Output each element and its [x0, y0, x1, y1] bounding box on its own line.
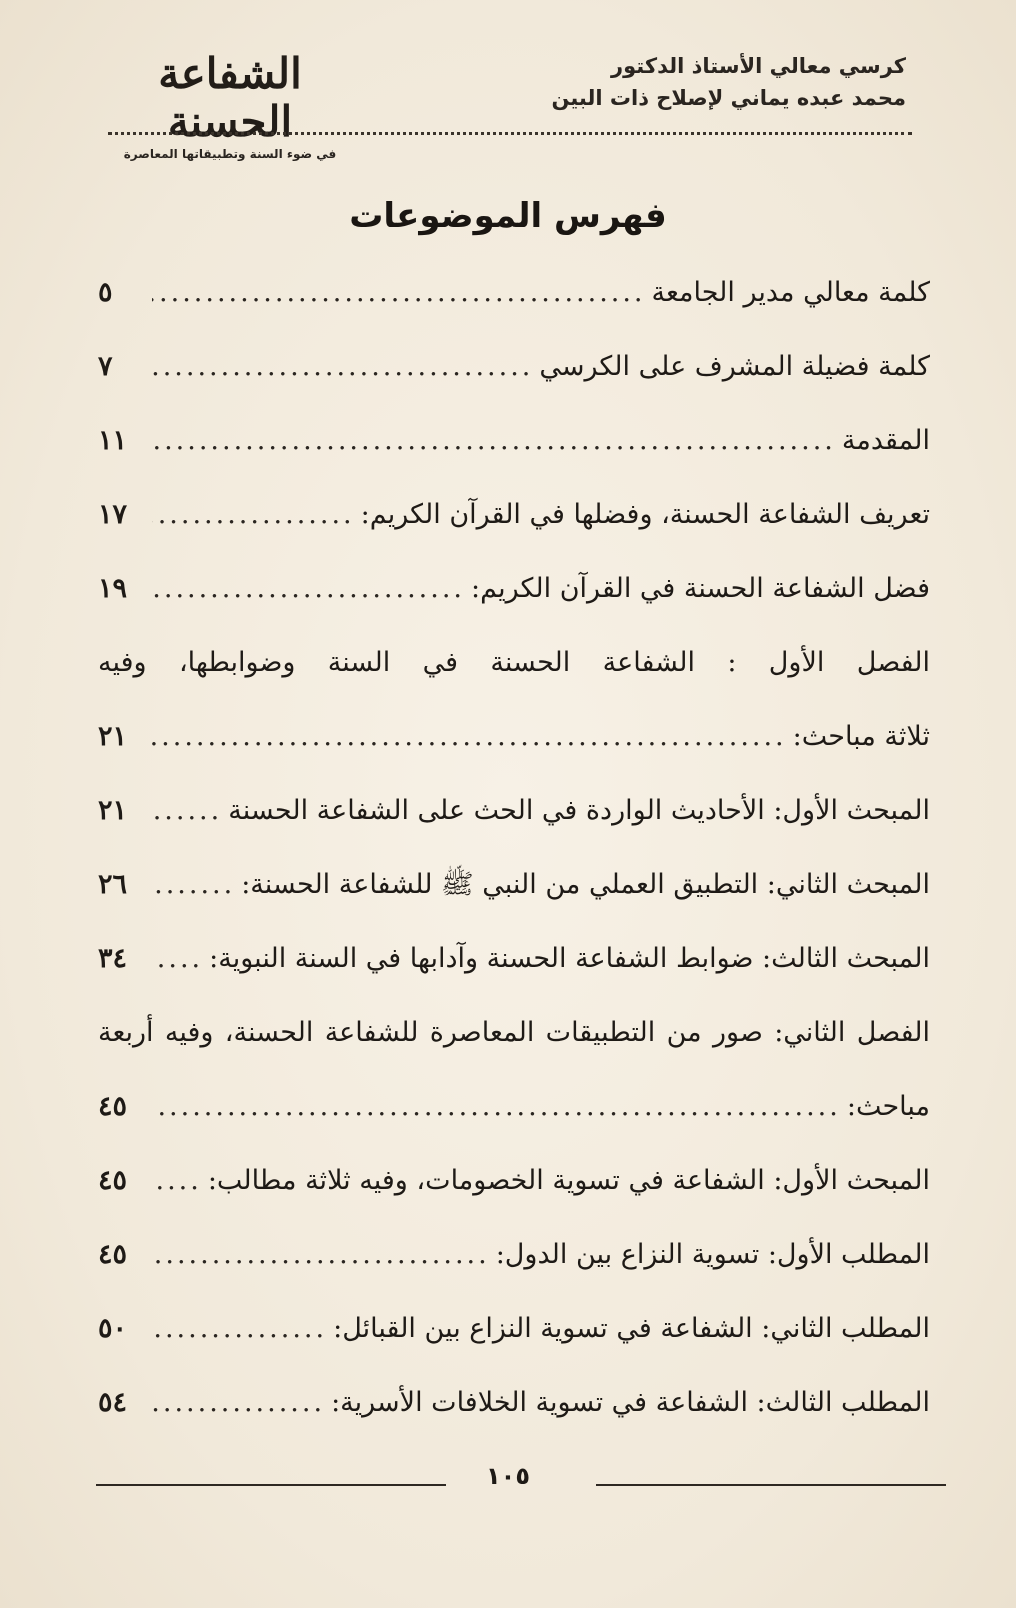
toc-entry-page: ١١ [98, 425, 128, 456]
toc-entry-title: المبحث الأول: الشفاعة في تسوية الخصومات، وفيه ثلاثة مطالب: [207, 1165, 930, 1196]
toc-leader-dots [152, 1144, 202, 1218]
toc-entry [98, 330, 930, 404]
toc-entry [98, 552, 930, 626]
toc-leader-dots [152, 848, 235, 922]
footer-rule-right [596, 1484, 946, 1486]
toc-leader-dots [152, 1292, 327, 1366]
toc-entry-title: كلمة معالي مدير الجامعة [651, 277, 930, 308]
toc-entry-title: المطلب الأول: تسوية النزاع بين الدول: [495, 1239, 930, 1270]
toc-entry-title: المبحث الأول: الأحاديث الواردة في الحث على الشفاعة الحسنة [228, 795, 930, 826]
toc-entry-heading-line: الفصل الثاني: صور من التطبيقات المعاصرة للشفاعة الحسنة، وفيه أربعة [98, 1017, 930, 1048]
page-number: ١٠٥ [486, 1462, 530, 1490]
toc-entry-title: المطلب الثالث: الشفاعة في تسوية الخلافات الأسرية: [331, 1387, 930, 1418]
toc-leader-dots [152, 700, 787, 774]
toc-entry-page: ٥ [98, 277, 113, 308]
book-logo-subtitle: في ضوء السنة وتطبيقاتها المعاصرة [123, 147, 337, 161]
toc-entry-page: ٤٥ [98, 1091, 128, 1122]
toc-leader-dots [152, 922, 203, 996]
toc-entry-page: ١٧ [98, 499, 128, 530]
toc-entry-page: ١٩ [98, 573, 128, 604]
toc-entry-page: ٤٥ [98, 1165, 128, 1196]
chair-name-line2: محمد عبده يماني لإصلاح ذات البين [551, 86, 906, 110]
toc-entry-title: ثلاثة مباحث: [792, 721, 930, 752]
toc-entry-title: المطلب الثاني: الشفاعة في تسوية النزاع بين القبائل: [333, 1313, 930, 1344]
book-logo-title: الشفاعة الحسنة [158, 49, 302, 146]
toc-entry-page: ٢١ [98, 721, 128, 752]
chair-name-line1: كرسي معالي الأستاذ الدكتور [611, 54, 906, 78]
toc-entry-page: ٢٦ [98, 869, 128, 900]
table-of-contents [98, 256, 930, 1440]
toc-entry-title: تعريف الشفاعة الحسنة، وفضلها في القرآن الكريم: [360, 499, 930, 530]
toc-leader-dots [152, 552, 465, 626]
toc-entry [98, 774, 930, 848]
toc-leader-dots [152, 1366, 325, 1440]
toc-entry [98, 478, 930, 552]
toc-entry-heading-line: الفصل الأول : الشفاعة الحسنة في السنة وضوابطها، وفيه [98, 647, 930, 678]
toc-entry-page: ٥٤ [98, 1387, 128, 1418]
page-title: فهرس الموضوعات [349, 196, 667, 236]
toc-leader-dots [152, 478, 355, 552]
toc-entry-title: مباحث: [846, 1091, 930, 1122]
running-header [110, 49, 906, 161]
toc-entry-page: ٧ [98, 351, 113, 382]
book-logo [110, 50, 350, 162]
toc-entry [98, 700, 930, 774]
toc-entry-title: المبحث الثالث: ضوابط الشفاعة الحسنة وآدابها في السنة النبوية: [209, 943, 930, 974]
toc-entry-title: فضل الشفاعة الحسنة في القرآن الكريم: [471, 573, 930, 604]
toc-entry [98, 1366, 930, 1440]
toc-entry-page: ٣٤ [98, 943, 128, 974]
toc-leader-dots [152, 256, 646, 330]
toc-entry-title: المقدمة [841, 425, 930, 456]
toc-entry [98, 1218, 930, 1292]
toc-entry-title: كلمة فضيلة المشرف على الكرسي [539, 351, 930, 382]
toc-entry [98, 1144, 930, 1218]
toc-entry-page: ٢١ [98, 795, 128, 826]
toc-entry [98, 1292, 930, 1366]
toc-entry [98, 256, 930, 330]
toc-entry-page: ٤٥ [98, 1239, 128, 1270]
toc-leader-dots [152, 774, 222, 848]
toc-entry [98, 1070, 930, 1144]
chair-name [551, 50, 906, 114]
toc-entry-page: ٥٠ [98, 1313, 128, 1344]
toc-entry [98, 922, 930, 996]
toc-leader-dots [152, 404, 836, 478]
toc-leader-dots [152, 330, 533, 404]
toc-entry [98, 404, 930, 478]
toc-leader-dots [152, 1070, 841, 1144]
header-dotted-rule [108, 132, 912, 135]
toc-leader-dots [152, 1218, 490, 1292]
toc-entry [98, 848, 930, 922]
toc-entry-title: المبحث الثاني: التطبيق العملي من النبي ﷺ للشفاعة الحسنة: [241, 869, 930, 900]
